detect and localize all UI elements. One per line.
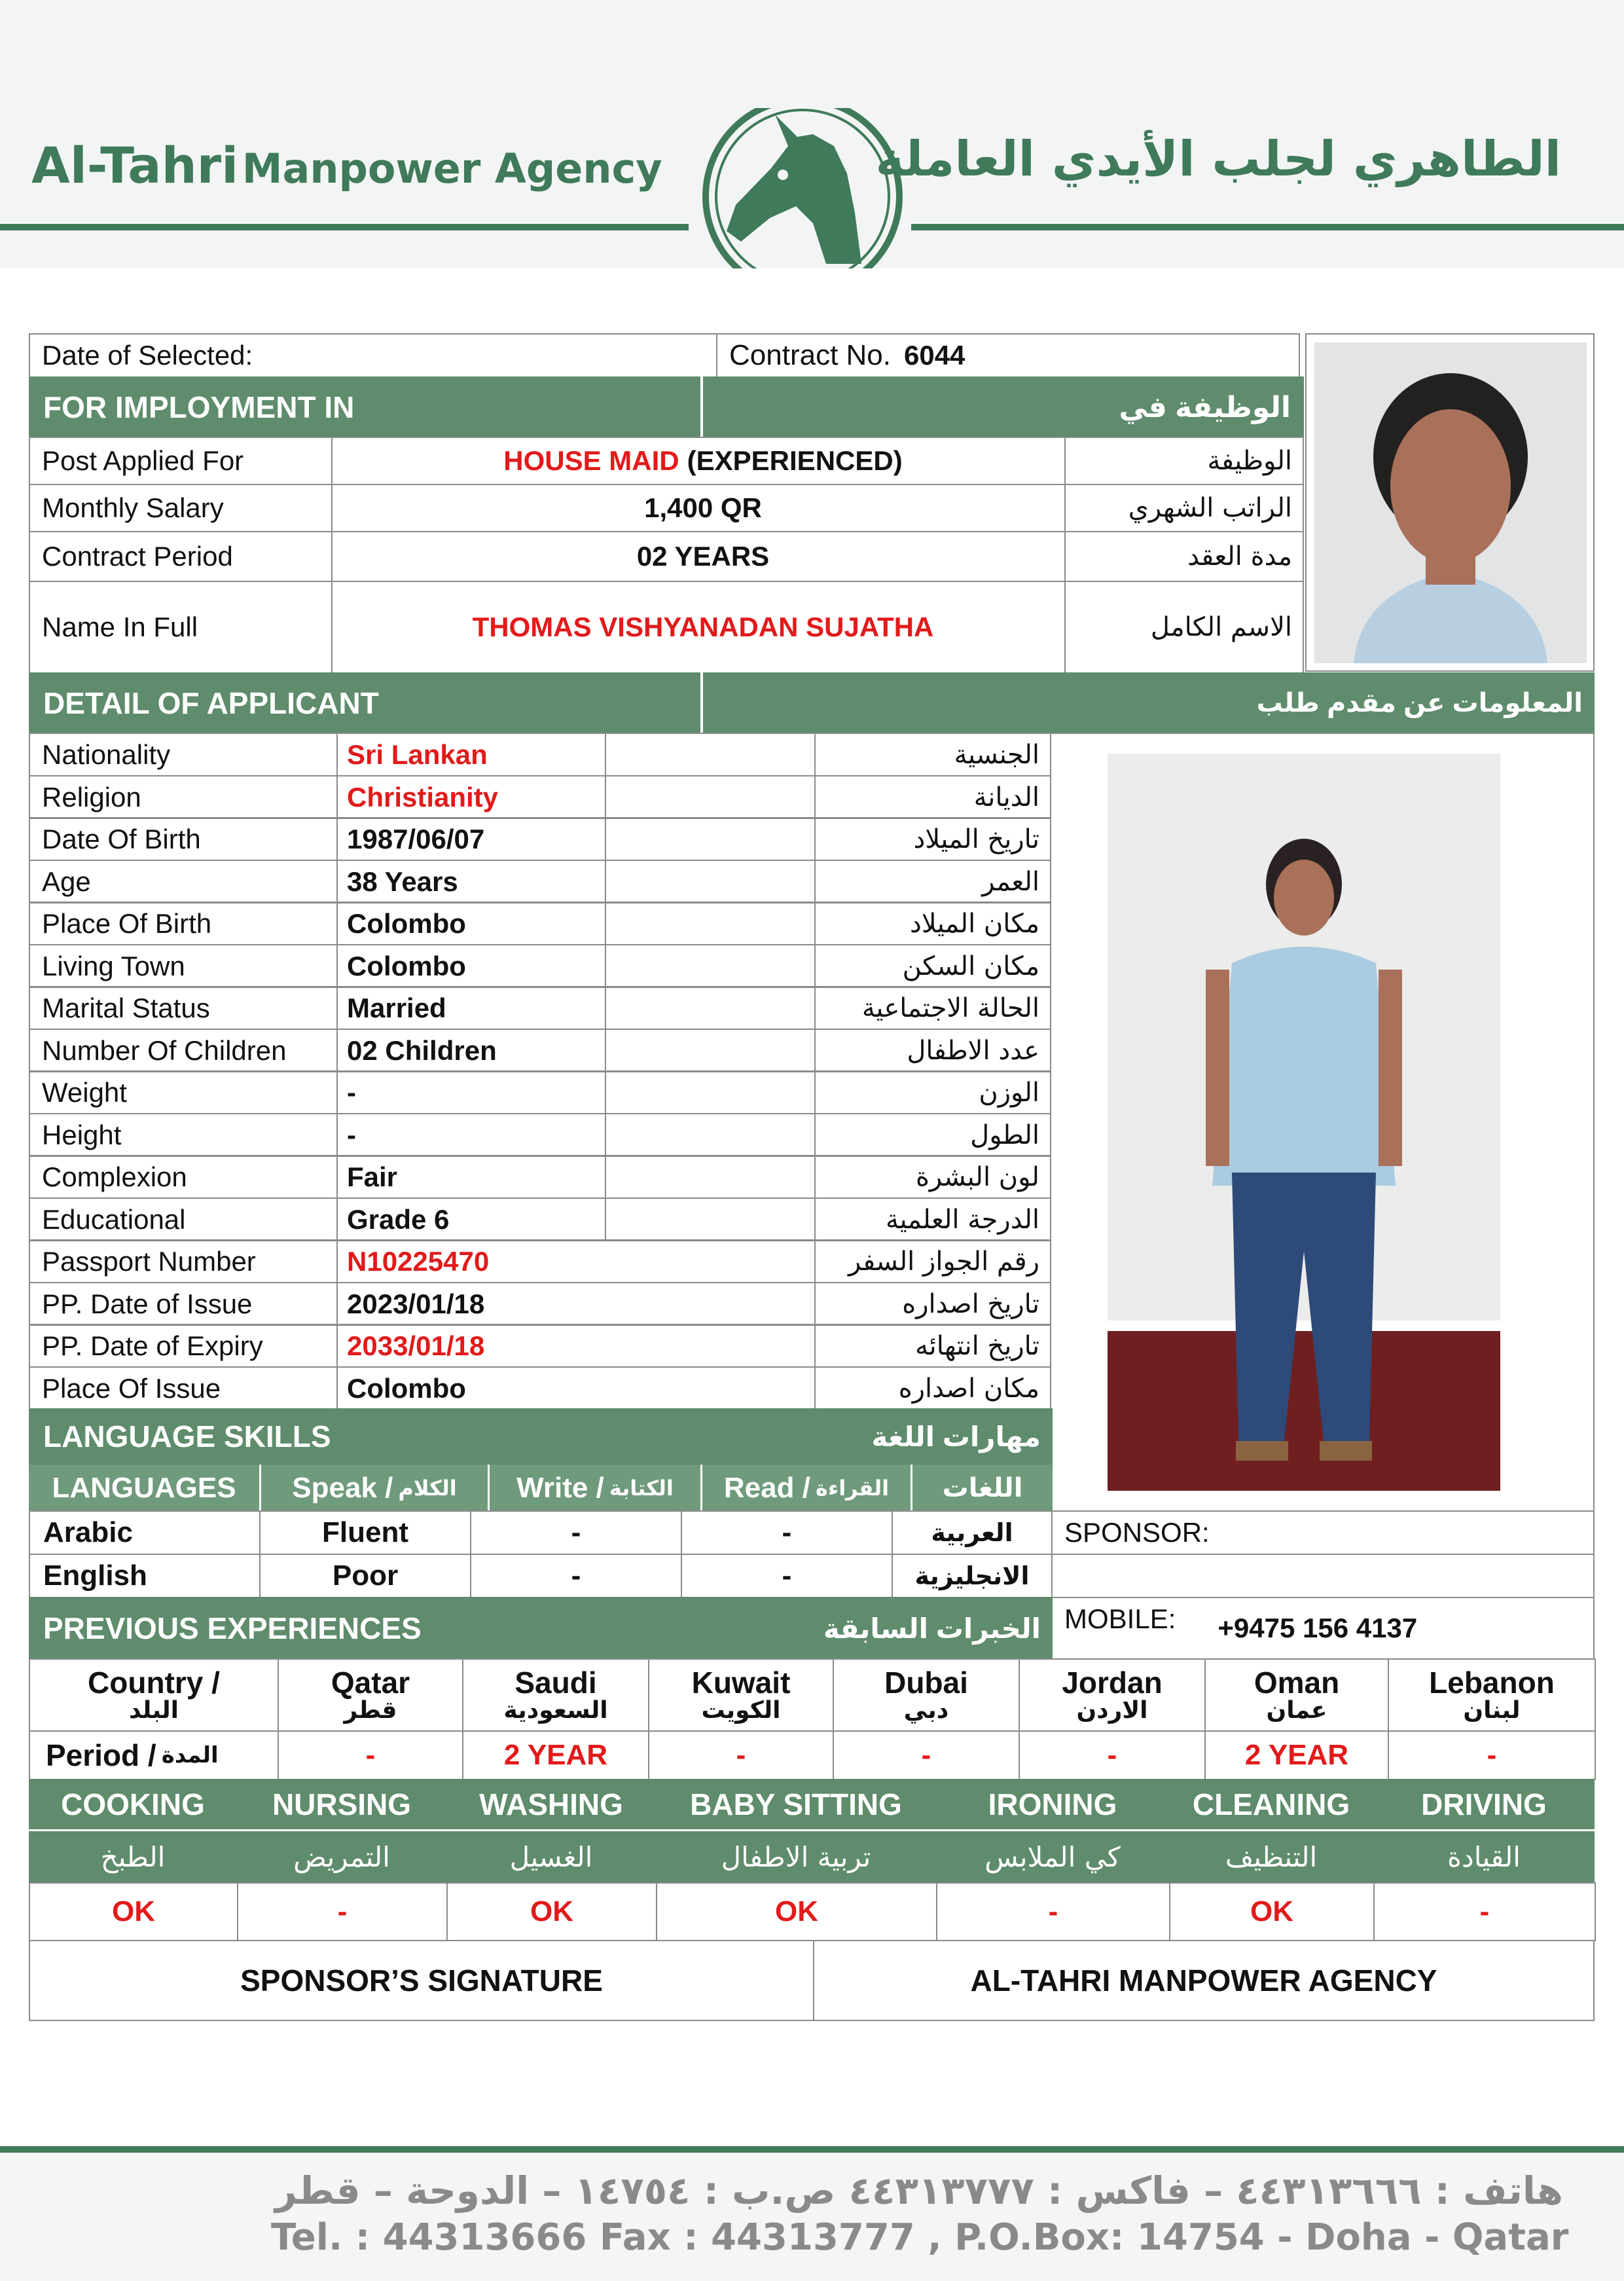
applicant-title-ar: المعلومات عن مقدم طلب bbox=[1256, 689, 1583, 718]
detail-label: Marital Status bbox=[29, 986, 338, 1030]
detail-value: Fair bbox=[336, 1155, 606, 1199]
skill-name: BABY SITTING bbox=[690, 1787, 902, 1821]
detail-blank bbox=[605, 860, 816, 903]
detail-value: N10225470 bbox=[336, 1239, 816, 1283]
detail-blank bbox=[605, 902, 816, 945]
detail-blank bbox=[605, 986, 816, 1030]
country-name-ar: السعودية bbox=[503, 1697, 608, 1724]
detail-value: 38 Years bbox=[336, 860, 606, 903]
skill-name-ar: كي الملابس bbox=[984, 1840, 1121, 1873]
language-write: - bbox=[470, 1510, 682, 1555]
sponsor-blank bbox=[1051, 1554, 1595, 1598]
detail-value: 2023/01/18 bbox=[336, 1282, 816, 1326]
col-languages: LANGUAGES bbox=[52, 1472, 236, 1504]
language-name-ar: العربية bbox=[892, 1510, 1053, 1555]
language-name: English bbox=[29, 1554, 261, 1598]
detail-blank bbox=[605, 817, 816, 861]
skill-value: - bbox=[936, 1882, 1170, 1941]
detail-blank bbox=[605, 944, 816, 988]
period-label-ar: مدة العقد bbox=[1064, 531, 1304, 582]
country-cell bbox=[1019, 1658, 1206, 1732]
detail-value: - bbox=[336, 1070, 606, 1114]
detail-label: Complexion bbox=[29, 1155, 338, 1199]
country-name: Dubai bbox=[884, 1665, 968, 1700]
detail-value: Sri Lankan bbox=[336, 733, 606, 776]
country-name-ar: دبي bbox=[903, 1697, 949, 1724]
detail-value: Colombo bbox=[336, 944, 606, 988]
skill-name-ar: التنظيف bbox=[1225, 1840, 1318, 1873]
detail-blank bbox=[605, 1070, 816, 1114]
experience-title-ar: الخبرات السابقة bbox=[823, 1613, 1041, 1644]
header-rule-left bbox=[0, 224, 689, 230]
skill-value: - bbox=[1373, 1882, 1596, 1941]
detail-blank bbox=[605, 1029, 816, 1072]
country-name-ar: لبنان bbox=[1463, 1697, 1521, 1724]
country-name: Oman bbox=[1254, 1665, 1340, 1700]
detail-label: Height bbox=[29, 1113, 338, 1157]
detail-value: 02 Children bbox=[336, 1029, 606, 1072]
agency-signature: AL-TAHRI MANPOWER AGENCY bbox=[813, 1940, 1595, 2021]
detail-label-ar: لون البشرة bbox=[814, 1155, 1051, 1199]
detail-label-ar: الجنسية bbox=[814, 733, 1051, 776]
company-name-en: Al-Tahri Manpower Agency bbox=[31, 136, 662, 194]
detail-label: Nationality bbox=[29, 733, 338, 776]
country-header bbox=[29, 1658, 279, 1732]
header-rule-right bbox=[911, 224, 1624, 230]
language-write: - bbox=[470, 1554, 682, 1598]
name-label-ar: الاسم الكامل bbox=[1064, 581, 1304, 674]
skill-name-ar: الطبخ bbox=[100, 1840, 166, 1873]
detail-label-ar: مكان اصداره bbox=[814, 1366, 1051, 1410]
detail-label: Religion bbox=[29, 775, 338, 819]
detail-label-ar: العمر bbox=[814, 860, 1051, 903]
post-value: HOUSE MAID (EXPERIENCED) bbox=[331, 437, 1066, 485]
salary-label: Monthly Salary bbox=[29, 484, 333, 532]
salary-label-ar: الراتب الشهري bbox=[1064, 484, 1304, 532]
detail-value: Colombo bbox=[336, 1366, 816, 1410]
detail-label-ar: مكان الميلاد bbox=[814, 902, 1051, 945]
skill-name-ar: الغسيل bbox=[509, 1840, 593, 1873]
footer-contact-ar: هاتف : ٤٤٣١٣٦٦٦ – فاكس : ٤٤٣١٣٧٧٧ ص.ب : ١٤٧٥٤ – الدوحة – قطر bbox=[275, 2168, 1563, 2213]
skill-name: NURSING bbox=[272, 1787, 412, 1821]
mobile-field: MOBILE: +9475 156 4137 bbox=[1051, 1597, 1595, 1660]
experience-title-en: PREVIOUS EXPERIENCES bbox=[43, 1611, 422, 1645]
detail-label-ar: الوزن bbox=[814, 1070, 1051, 1114]
detail-label-ar: رقم الجواز السفر bbox=[814, 1239, 1051, 1283]
footer-rule bbox=[0, 2146, 1624, 2153]
country-name: Jordan bbox=[1062, 1665, 1163, 1700]
skill-name-ar: التمريض bbox=[293, 1840, 390, 1873]
skill-value: OK bbox=[446, 1882, 657, 1941]
col-languages-ar: اللغات bbox=[942, 1473, 1023, 1503]
skill-value: OK bbox=[1169, 1882, 1375, 1941]
language-speak: Fluent bbox=[259, 1510, 471, 1555]
applicant-title-en: DETAIL OF APPLICANT bbox=[43, 686, 379, 720]
skill-value: OK bbox=[656, 1882, 937, 1941]
language-speak: Poor bbox=[259, 1554, 471, 1598]
detail-label-ar: الدرجة العلمية bbox=[814, 1197, 1051, 1241]
skill-name: COOKING bbox=[61, 1787, 205, 1821]
language-title-ar: مهارات اللغة bbox=[871, 1421, 1041, 1452]
skills-header-divider bbox=[29, 1829, 1595, 1831]
employment-title-ar: الوظيفة في bbox=[1119, 391, 1291, 424]
skill-value: - bbox=[237, 1882, 448, 1941]
country-cell bbox=[462, 1658, 649, 1732]
country-name: Saudi bbox=[514, 1665, 597, 1700]
col-read: Read / القراءة bbox=[723, 1472, 890, 1504]
full-body-photo bbox=[1108, 754, 1500, 1491]
detail-label: PP. Date of Issue bbox=[29, 1282, 338, 1326]
detail-label: PP. Date of Expiry bbox=[29, 1324, 338, 1368]
detail-label: Date Of Birth bbox=[29, 817, 338, 861]
detail-blank bbox=[605, 1155, 816, 1199]
country-name-ar: قطر bbox=[344, 1697, 397, 1724]
country-period: - bbox=[1019, 1730, 1206, 1780]
detail-label: Educational bbox=[29, 1197, 338, 1241]
name-label: Name In Full bbox=[29, 581, 333, 674]
period-header bbox=[29, 1730, 279, 1780]
country-label: Country / bbox=[88, 1665, 220, 1700]
col-write: Write / الكتابة bbox=[516, 1472, 674, 1504]
detail-value: 1987/06/07 bbox=[336, 817, 606, 861]
detail-label-ar: الديانة bbox=[814, 775, 1051, 819]
col-speak: Speak / الكلام bbox=[292, 1472, 457, 1504]
period-label: Contract Period bbox=[29, 531, 333, 582]
skill-name: DRIVING bbox=[1421, 1787, 1547, 1821]
detail-label-ar: عدد الاطفال bbox=[814, 1029, 1051, 1072]
post-label: Post Applied For bbox=[29, 437, 333, 485]
name-value: THOMAS VISHYANADAN SUJATHA bbox=[331, 581, 1066, 674]
language-name-ar: الانجليزية bbox=[892, 1554, 1053, 1598]
country-name: Kuwait bbox=[691, 1665, 791, 1700]
sponsor-signature: SPONSOR’S SIGNATURE bbox=[29, 1940, 814, 2021]
country-name-ar: الكويت bbox=[701, 1697, 781, 1724]
portrait-frame bbox=[1305, 333, 1595, 672]
post-label-ar: الوظيفة bbox=[1064, 437, 1304, 485]
sponsor-field: SPONSOR: bbox=[1051, 1510, 1595, 1555]
skill-name: IRONING bbox=[988, 1787, 1117, 1821]
footer-contact-en: Tel. : 44313666 Fax : 44313777 , P.O.Box: 14754 - Doha - Qatar bbox=[271, 2216, 1569, 2259]
portrait-photo bbox=[1314, 342, 1587, 663]
language-title-en: LANGUAGE SKILLS bbox=[43, 1419, 331, 1453]
detail-label: Number Of Children bbox=[29, 1029, 338, 1072]
country-period: - bbox=[278, 1730, 463, 1780]
detail-label: Place Of Issue bbox=[29, 1366, 338, 1410]
employment-title-en: FOR IMPLOYMENT IN bbox=[43, 390, 355, 424]
company-name-ar: الطاهري لجلب الأيدي العاملة bbox=[875, 131, 1561, 187]
period-label-ar: المدة bbox=[161, 1742, 219, 1768]
country-name-ar: عمان bbox=[1266, 1697, 1327, 1724]
employment-header-divider bbox=[700, 376, 703, 438]
detail-label: Age bbox=[29, 860, 338, 903]
detail-value: - bbox=[336, 1113, 606, 1157]
country-period: - bbox=[1388, 1730, 1596, 1780]
skill-value: OK bbox=[29, 1882, 238, 1941]
country-cell bbox=[648, 1658, 834, 1732]
detail-blank bbox=[605, 1113, 816, 1157]
country-name-ar: الاردن bbox=[1076, 1697, 1148, 1724]
detail-label-ar: تاريخ اصداره bbox=[814, 1282, 1051, 1326]
country-period: - bbox=[648, 1730, 834, 1780]
language-name: Arabic bbox=[29, 1510, 261, 1555]
detail-label-ar: مكان السكن bbox=[814, 944, 1051, 988]
detail-label: Place Of Birth bbox=[29, 902, 338, 945]
detail-value: 2033/01/18 bbox=[336, 1324, 816, 1368]
language-read: - bbox=[681, 1554, 893, 1598]
country-name: Qatar bbox=[331, 1665, 410, 1700]
country-cell bbox=[1204, 1658, 1389, 1732]
period-label: Period / bbox=[46, 1738, 156, 1772]
skill-name: WASHING bbox=[479, 1787, 623, 1821]
detail-label: Passport Number bbox=[29, 1239, 338, 1283]
country-cell bbox=[278, 1658, 463, 1732]
detail-label: Weight bbox=[29, 1070, 338, 1114]
date-of-selected: Date of Selected: bbox=[29, 333, 717, 378]
letterhead bbox=[0, 0, 1624, 268]
detail-label-ar: الطول bbox=[814, 1113, 1051, 1157]
period-value: 02 YEARS bbox=[331, 531, 1066, 582]
detail-value: Colombo bbox=[336, 902, 606, 945]
country-period: 2 YEAR bbox=[462, 1730, 649, 1780]
contract-number: Contract No. 6044 bbox=[716, 333, 1300, 378]
country-cell bbox=[1388, 1658, 1596, 1732]
language-read: - bbox=[681, 1510, 893, 1555]
full-photo-frame bbox=[1050, 733, 1595, 1512]
detail-value: Christianity bbox=[336, 775, 606, 819]
skill-name-ar: القيادة bbox=[1447, 1840, 1521, 1873]
detail-blank bbox=[605, 1197, 816, 1241]
country-period: - bbox=[833, 1730, 1020, 1780]
country-label-ar: البلد bbox=[128, 1697, 179, 1724]
skill-name: CLEANING bbox=[1192, 1787, 1350, 1821]
country-cell bbox=[833, 1658, 1020, 1732]
detail-label-ar: تاريخ انتهائه bbox=[814, 1324, 1051, 1368]
applicant-header-divider bbox=[700, 672, 703, 734]
detail-label-ar: تاريخ الميلاد bbox=[814, 817, 1051, 861]
detail-label-ar: الحالة الاجتماعية bbox=[814, 986, 1051, 1030]
detail-blank bbox=[605, 733, 816, 776]
skill-name-ar: تربية الاطفال bbox=[721, 1840, 871, 1873]
detail-blank bbox=[605, 775, 816, 819]
detail-value: Married bbox=[336, 986, 606, 1030]
country-name: Lebanon bbox=[1429, 1665, 1555, 1700]
country-period: 2 YEAR bbox=[1204, 1730, 1389, 1780]
detail-value: Grade 6 bbox=[336, 1197, 606, 1241]
salary-value: 1,400 QR bbox=[331, 484, 1066, 532]
detail-label: Living Town bbox=[29, 944, 338, 988]
